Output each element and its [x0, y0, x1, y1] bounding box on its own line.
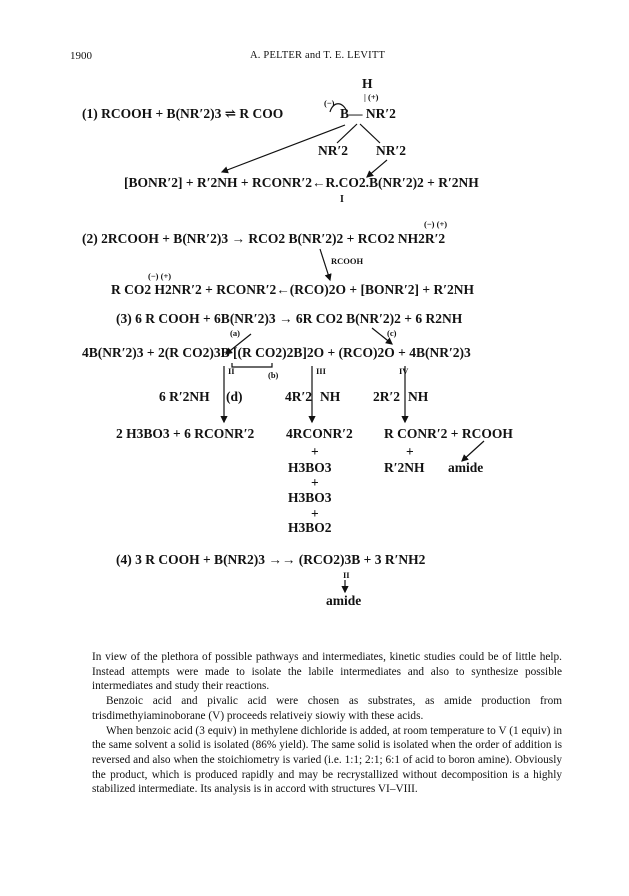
scheme3-arrow-c	[372, 328, 392, 344]
scheme1-h-top: H	[362, 76, 373, 91]
scheme3-h3bo3-a: H3BO3	[288, 460, 332, 475]
scheme3-product-2: 4RCONR′2	[286, 426, 353, 441]
scheme3-label-iv: IV	[399, 366, 409, 376]
scheme3-arrow-a	[226, 334, 251, 354]
paragraph-2: Benzoic acid and pivalic acid were chosen as substrates, as amide production from trisdimethyiaminoborane (V) proceeds relativeiy siowiy with these acids.	[92, 695, 562, 722]
scheme1-curly-arrow	[330, 104, 347, 112]
scheme3-label-c: (c)	[387, 328, 397, 338]
scheme3-plus-4: +	[311, 506, 319, 521]
scheme4-amide: amide	[326, 593, 362, 608]
scheme4-label-ii: II	[343, 570, 350, 580]
scheme3-product-3: R CONR′2 + RCOOH	[384, 426, 513, 441]
scheme3-product-1: 2 H3BO3 + 6 RCONR′2	[116, 426, 255, 441]
scheme3-label-d: (d)	[226, 389, 243, 404]
scheme3-nh1: NH	[320, 389, 341, 404]
page-number: 1900	[70, 50, 92, 62]
scheme4-eq4: (4) 3 R COOH + B(NR2)3 →→ (RCO2)3B + 3 R′NH2	[116, 552, 426, 567]
scheme3-label-a: (a)	[230, 328, 240, 338]
scheme3-eq3: (3) 6 R COOH + 6B(NR′2)3 → 6R CO2 B(NR′2)2 + 6 R2NH	[116, 311, 463, 326]
scheme3-d-left: 6 R′2NH	[159, 389, 210, 404]
scheme3-bracket-b	[232, 363, 272, 367]
scheme1-bar-plus: | (+)	[364, 92, 379, 102]
scheme1-nr2-left: NR′2	[318, 143, 349, 158]
scheme2-charges-left: (−) (+)	[148, 271, 172, 281]
body-text	[92, 650, 562, 797]
scheme3-label-ii: II	[228, 366, 235, 376]
scheme3-mid-2r: 2R′2	[373, 389, 401, 404]
scheme3-arrow-amide	[462, 441, 484, 461]
scheme1-b-nr2: B— NR′2	[340, 106, 396, 121]
scheme3-h3bo3-b: H3BO3	[288, 490, 332, 505]
scheme1-arrow-up	[367, 160, 387, 177]
scheme1-arrow-left	[222, 125, 345, 172]
paragraph-3: When benzoic acid (3 equiv) in methylene dichloride is added, at room temperature to V (1 equiv) in the same solvent a solid is isolated (86% yield). The same solid is isolated when the order of addition is reversed and also when the stoichiometry is varied (i.e. 1:1; 2:1; 6:1 of acid to boron amine). Obviously the product, which is produced rapidly and may be recrystallized without decomposition is a highly stabilized intermediate. Its analysis is in accord with structures VI–VIII.	[92, 724, 562, 796]
scheme1-bond-right	[360, 124, 380, 143]
scheme3-plus-1: +	[311, 444, 319, 459]
scheme3-amide: amide	[448, 460, 484, 475]
scheme1-eq1: (1) RCOOH + B(NR′2)3 ⇌ R COO	[82, 106, 284, 121]
scheme3-label-b: (b)	[268, 370, 279, 380]
scheme3-r2nh: R′2NH	[384, 460, 425, 475]
scheme3-h3bo2: H3BO2	[288, 520, 332, 535]
scheme3-line2: 4B(NR′2)3 + 2(R CO2)3B [(R CO2)2B]2O + (RCO)2O + 4B(NR′2)3	[82, 345, 471, 360]
scheme2-eq2: (2) 2RCOOH + B(NR′2)3 → RCO2 B(NR′2)2 + RCO2 NH2R′2	[82, 231, 446, 246]
scheme2-bottom-line: R CO2 H2NR′2 + RCONR′2←(RCO)2O + [BONR′2] + R′2NH	[111, 282, 474, 297]
scheme2-charges-right: (−) (+)	[424, 219, 448, 229]
scheme1-nr2-right: NR′2	[376, 143, 407, 158]
scheme1-charge-minus: (−)	[324, 98, 335, 108]
scheme3-plus-2: +	[406, 444, 414, 459]
scheme3-plus-3: +	[311, 475, 319, 490]
scheme1-bottom-line: [BONR′2] + R′2NH + RCONR′2←R.CO2.B(NR′2)2 + R′2NH	[124, 175, 479, 190]
scheme2-rcooh: RCOOH	[331, 256, 364, 266]
scheme1-label-i: I	[340, 194, 344, 205]
scheme3-nh2: NH	[408, 389, 429, 404]
running-head: A. PELTER and T. E. LEVITT	[250, 50, 386, 61]
scheme3-label-iii: III	[316, 366, 326, 376]
scheme3-mid-4r: 4R′2	[285, 389, 313, 404]
paragraph-1: In view of the plethora of possible pathways and intermediates, kinetic studies could be of little help. Instead attempts were made to isolate the labile intermediates and also to synthesize possible intermediates and study their reactions.	[92, 651, 562, 693]
scheme2-arrow-rcooh	[320, 249, 330, 280]
